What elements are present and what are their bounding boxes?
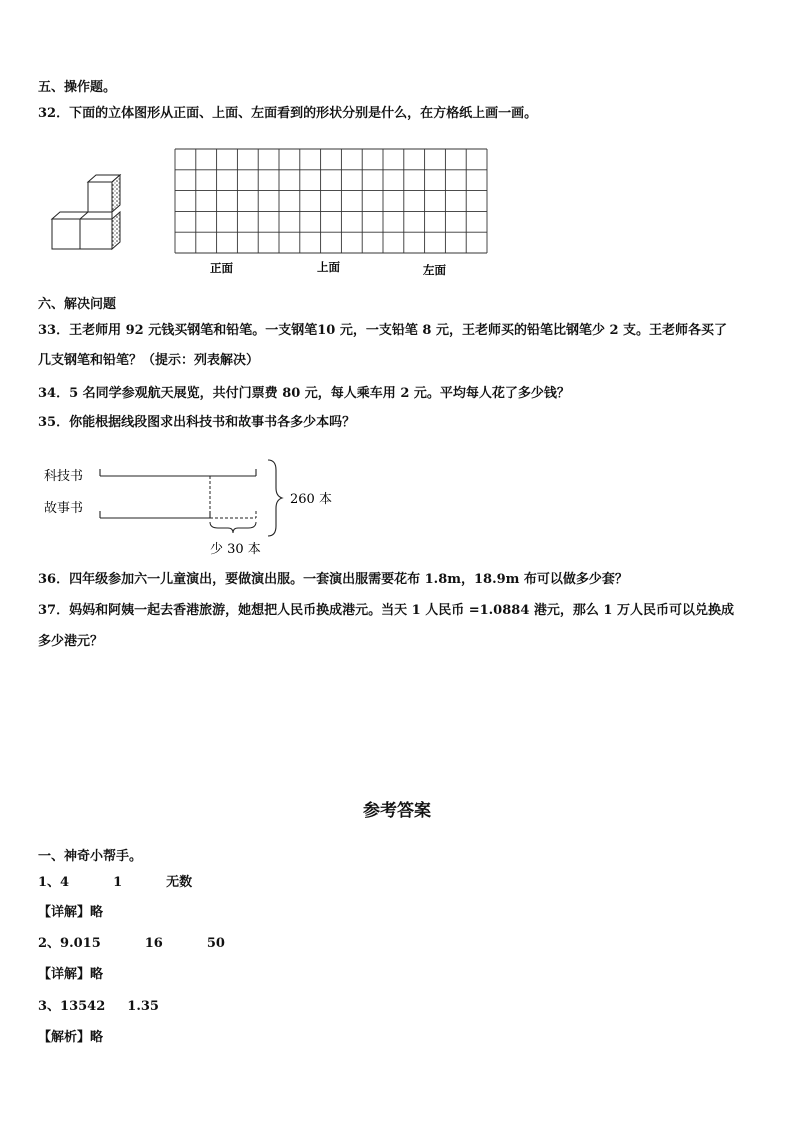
answer-2 <box>38 935 225 953</box>
segment-diagram <box>40 456 360 560</box>
grid-label-left: 左面 <box>423 263 446 277</box>
answer-1-note: 【详解】略 <box>38 905 104 920</box>
answer-3-note: 【解析】略 <box>38 1030 104 1045</box>
difference-label: 少 30 本 <box>210 542 261 557</box>
answer-1-number: 1、 <box>38 875 61 890</box>
grid-paper <box>174 148 492 282</box>
question-36: 36．四年级参加六一儿童演出，要做演出服。一套演出服需要花布 1.8m，18.9m 布可以做多少套？ <box>38 572 628 587</box>
grid-label-top: 上面 <box>317 260 340 274</box>
answers-section-1: 一、神奇小帮手。 <box>38 849 143 864</box>
answer-3 <box>38 998 159 1016</box>
answer-2-value-1: 9.015 <box>60 936 101 951</box>
answer-2-note: 【详解】略 <box>38 967 104 982</box>
answer-2-value-2: 16 <box>144 936 163 951</box>
question-37-line-2: 多少港元？ <box>38 634 104 649</box>
answer-2-number: 2、 <box>38 936 61 951</box>
question-33-line-2: 几支钢笔和铅笔？（提示：列表解决） <box>38 353 260 368</box>
question-34: 34．5 名同学参观航天展览，共付门票费 80 元，每人乘车用 2 元。平均每人花了多少钱？ <box>38 386 570 401</box>
difference-brace <box>210 522 256 533</box>
answer-1 <box>38 874 192 892</box>
answer-1-value-3: 无数 <box>166 875 193 890</box>
question-35: 35．你能根据线段图求出科技书和故事书各多少本吗？ <box>38 415 356 430</box>
label-science-books: 科技书 <box>44 469 84 484</box>
answer-3-number: 3、 <box>38 999 61 1014</box>
answer-3-value-1: 13542 <box>60 999 106 1014</box>
answers-title: 参考答案 <box>363 801 431 821</box>
question-37-line-1: 37．妈妈和阿姨一起去香港旅游，她想把人民币换成港元。当天 1 人民币 =1.0884 港元，那么 1 万人民币可以兑换成 <box>38 603 734 618</box>
answer-2-value-3: 50 <box>206 936 225 951</box>
answer-1-value-2: 1 <box>113 875 123 890</box>
grid-label-front: 正面 <box>210 261 233 275</box>
cube-figure <box>48 172 128 254</box>
section-6-heading: 六、解决问题 <box>38 297 117 312</box>
total-label: 260 本 <box>290 492 332 507</box>
question-33-line-1: 33．王老师用 92 元钱买钢笔和铅笔。一支钢笔10 元，一支铅笔 8 元，王老师买的铅笔比钢笔少 2 支。王老师各买了 <box>38 323 728 338</box>
section-5-heading: 五、操作题。 <box>38 80 117 95</box>
answer-3-value-2: 1.35 <box>127 999 159 1014</box>
total-brace <box>268 460 282 536</box>
answer-1-value-1: 4 <box>60 875 70 890</box>
question-32: 32．下面的立体图形从正面、上面、左面看到的形状分别是什么，在方格纸上画一画。 <box>38 106 538 121</box>
label-story-books: 故事书 <box>44 501 84 516</box>
